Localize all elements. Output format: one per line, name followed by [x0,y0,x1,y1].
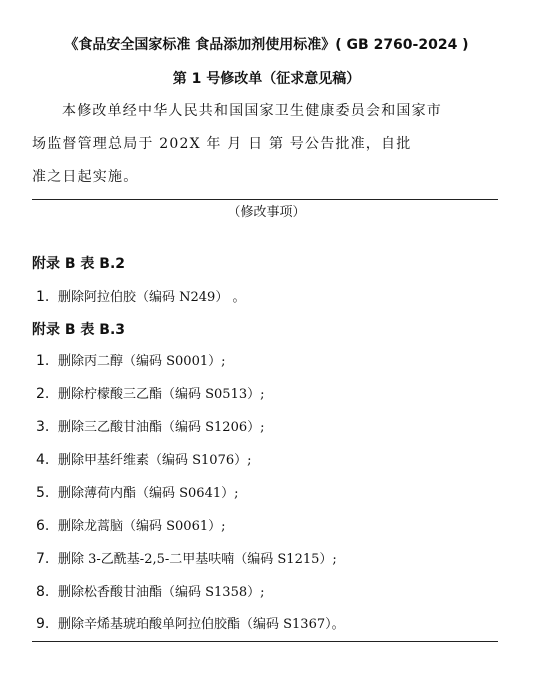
list-item [36,383,265,406]
bottom-divider [32,641,498,642]
item-text: 删除柠檬酸三乙酯（编码 S0513）; [58,387,265,402]
list-item [36,286,245,309]
top-divider [32,199,498,200]
item-number: 5. [36,485,50,501]
list-item [36,416,265,439]
item-number: 9. [36,616,50,632]
list-item [36,515,226,538]
list-item [36,613,345,636]
intro-line: 本修改单经中华人民共和国国家卫生健康委员会和国家市 [62,103,442,119]
item-text: 删除龙蒿脑（编码 S0061）; [58,519,226,534]
item-number: 1. [36,353,50,369]
list-item [36,548,337,571]
item-number: 7. [36,551,50,567]
appendix-b2-heading: 附录 B 表 B.2 [32,256,126,272]
item-number: 1. [36,289,50,305]
item-text: 删除三乙酸甘油酯（编码 S1206）; [58,420,265,435]
item-text: 删除阿拉伯胶（编码 N249） 。 [58,290,246,305]
appendix-b3-heading: 附录 B 表 B.3 [32,322,126,338]
intro-line: 场监督管理总局于 202X 年 月 日 第 号公告批准，自批 [32,136,412,152]
list-item [36,350,226,373]
item-text: 删除薄荷内酯（编码 S0641）; [58,486,239,501]
item-number: 8. [36,584,50,600]
intro-line: 准之日起实施。 [32,169,139,185]
list-item [36,482,239,505]
item-text: 删除 3-乙酰基-2,5-二甲基呋喃（编码 S1215）; [58,552,337,567]
item-text: 删除甲基纤维素（编码 S1076）; [58,453,252,468]
item-number: 6. [36,518,50,534]
document-subtitle: 第 1 号修改单（征求意见稿） [172,71,361,87]
item-text: 删除丙二醇（编码 S0001）; [58,354,226,369]
document-title: 《食品安全国家标准 食品添加剂使用标准》( GB 2760-2024 ) [64,37,469,53]
item-text: 删除辛烯基琥珀酸单阿拉伯胶酯（编码 S1367）。 [58,617,345,632]
item-text: 删除松香酸甘油酯（编码 S1358）; [58,585,265,600]
item-number: 4. [36,452,50,468]
item-number: 3. [36,419,50,435]
section-label: （修改事项） [227,205,306,220]
list-item [36,581,265,604]
item-number: 2. [36,386,50,402]
list-item [36,449,252,472]
